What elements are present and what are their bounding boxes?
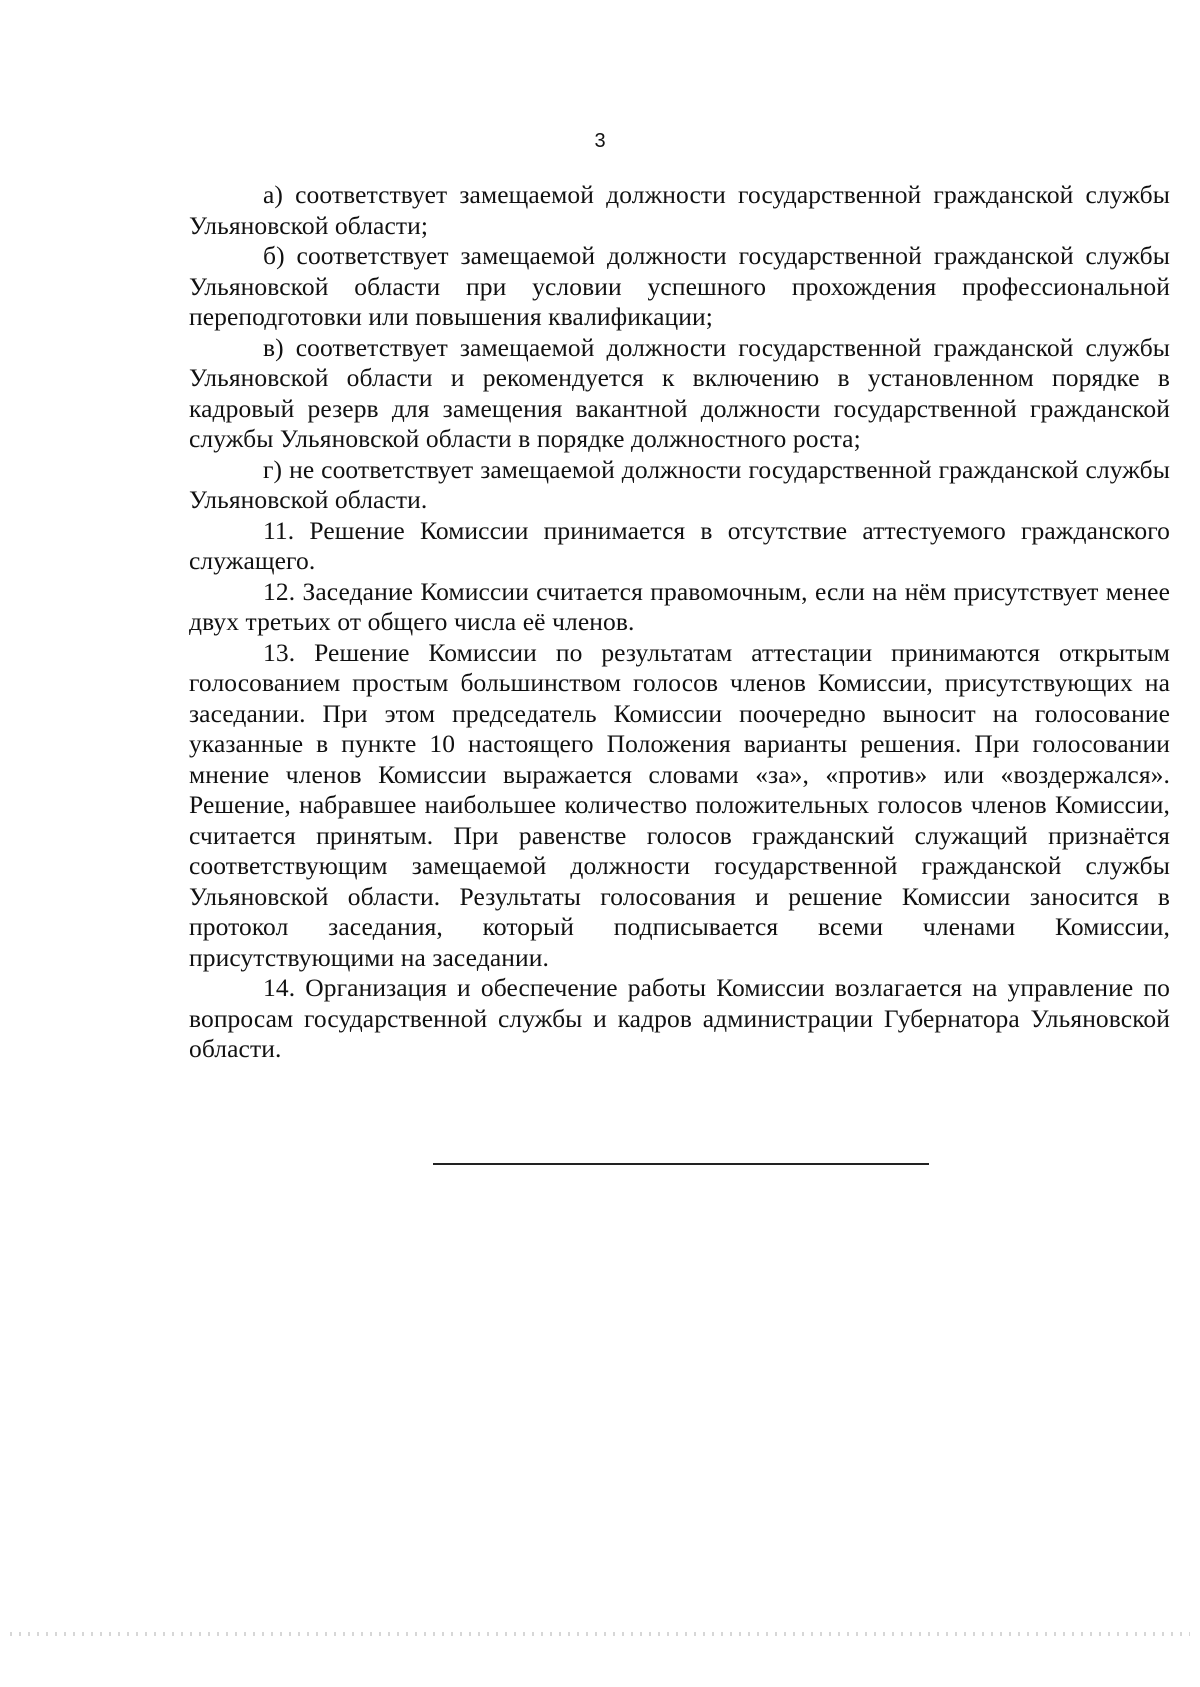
end-of-document-rule	[433, 1163, 929, 1165]
paragraph-item-a: а) соответствует замещаемой должности государственной гражданской службы Ульяновской области;	[189, 180, 1170, 240]
page-number: 3	[594, 130, 606, 152]
paragraph-11: 11. Решение Комиссии принимается в отсутствие аттестуемого гражданского служащего.	[189, 515, 1170, 575]
document-body	[189, 180, 1170, 1065]
paragraph-13: 13. Решение Комиссии по результатам аттестации принимаются открытым голосованием простым большинством голосов членов Комиссии, присутствующих на заседании. При этом председатель Комиссии поочередно выносит на голосование указанные в пункте 10 настоящего Положения варианты решения. При голосовании мнение членов Комиссии выражается словами «за», «против» или «воздержался». Решение, набравшее наибольшее количество положительных голосов членов Комиссии, считается принятым. При равенстве голосов гражданский служащий признаётся соответствующим замещаемой должности государственной гражданской службы Ульяновской области. Результаты голосования и решение Комиссии заносится в протокол заседания, который подписывается всеми членами Комиссии, присутствующими на заседании.	[189, 637, 1170, 972]
paragraph-12: 12. Заседание Комиссии считается правомочным, если на нём присутствует менее двух третьих от общего числа её членов.	[189, 576, 1170, 636]
paragraph-item-b: б) соответствует замещаемой должности государственной гражданской службы Ульяновской области при условии успешного прохождения профессиональной переподготовки или повышения квалификации;	[189, 241, 1170, 331]
scan-artifact-strip	[10, 1632, 1190, 1636]
paragraph-item-v: в) соответствует замещаемой должности государственной гражданской службы Ульяновской области и рекомендуется к включению в установленном порядке в кадровый резерв для замещения вакантной должности государственной гражданской службы Ульяновской области в порядке должностного роста;	[189, 332, 1170, 453]
paragraph-14: 14. Организация и обеспечение работы Комиссии возлагается на управление по вопросам государственной службы и кадров администрации Губернатора Ульяновской области.	[189, 973, 1170, 1063]
paragraph-item-g: г) не соответствует замещаемой должности государственной гражданской службы Ульяновской области.	[189, 454, 1170, 514]
